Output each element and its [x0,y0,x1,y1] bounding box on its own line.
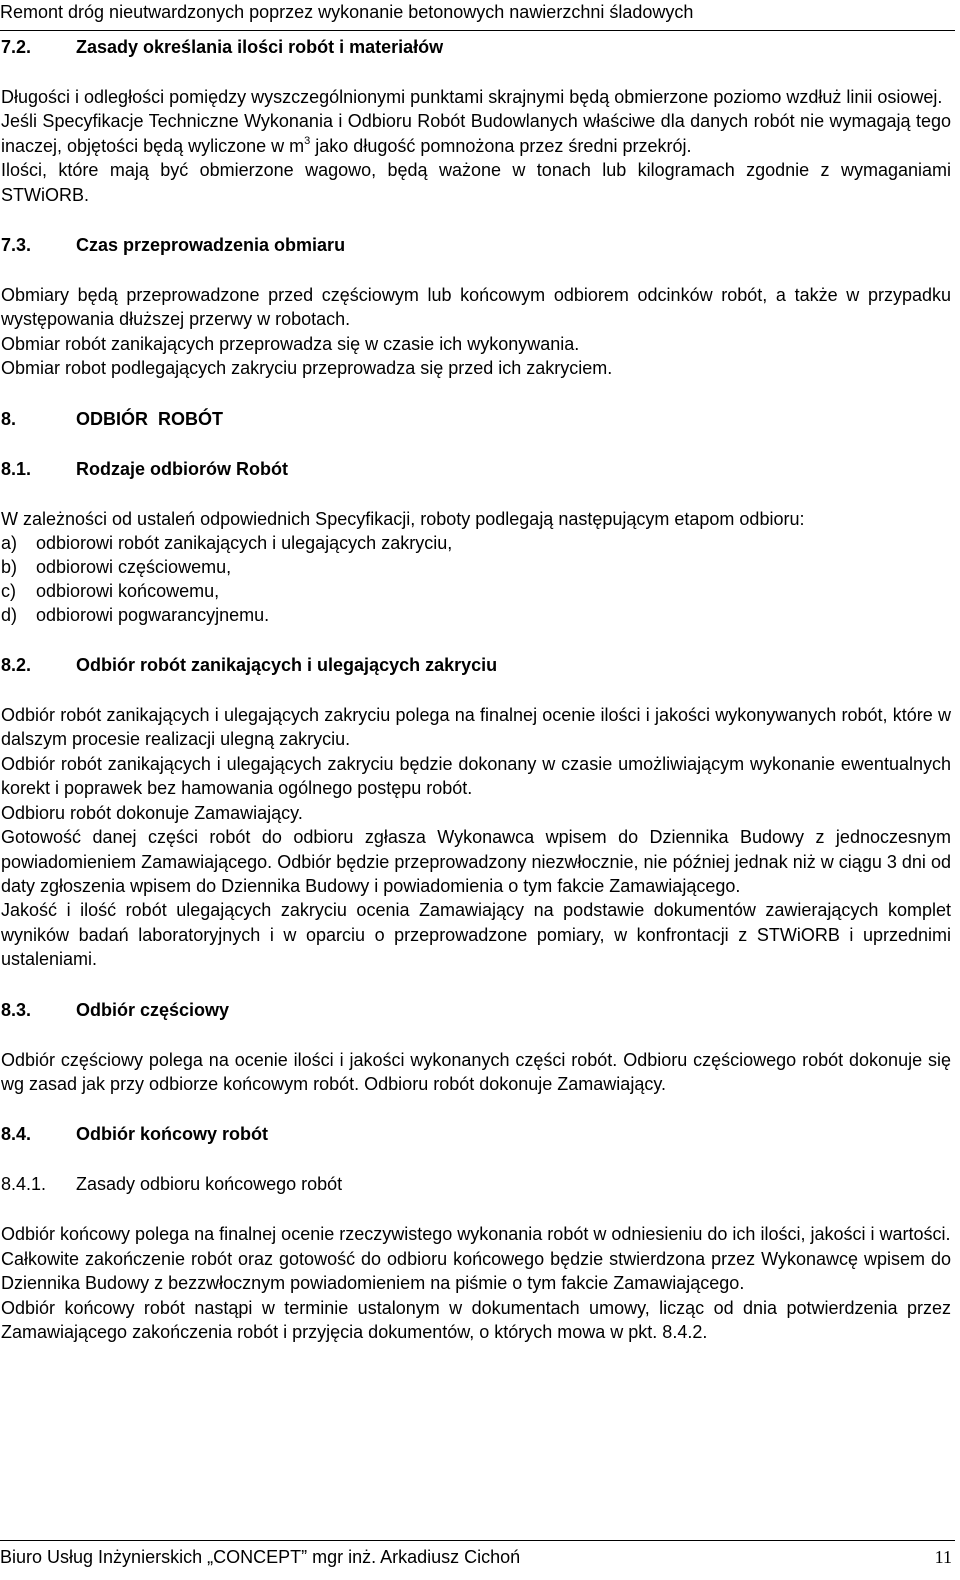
header-title: Remont dróg nieutwardzonych poprzez wykonanie betonowych nawierzchni śladowych [0,2,694,22]
paragraph: Długości i odległości pomiędzy wyszczególnionymi punktami skrajnymi będą obmierzone poziomo wzdłuż linii osiowej. [1,87,943,107]
paragraph: Obmiar robot podlegających zakryciu przeprowadza się przed ich zakryciem. [1,358,613,379]
section-title: ODBIÓR ROBÓT [76,408,223,429]
section-number: 7.3. [1,235,32,256]
section-title: Odbiór końcowy robót [76,1124,268,1145]
list-letter: b) [1,557,18,578]
list-letter: d) [1,605,18,626]
section-8-1-heading [1,457,951,481]
paragraph: Odbiór częściowy polega na ocenie ilości i jakości wykonanych części robót. Odbioru częściowego robót dokonuje się wg zasad jak przy odbiorze końcowym robót. Odbioru robót dokonuje Zamawiający. [1,1049,951,1094]
section-title: Odbiór robót zanikających i ulegających zakryciu [76,655,498,676]
section-title: Czas przeprowadzenia obmiaru [76,235,346,256]
section-7-3-heading [1,233,951,257]
footer-company: Biuro Usług Inżynierskich „CONCEPT” mgr inż. Arkadiusz Cichoń [0,1547,521,1567]
section-8-4-1-heading [1,1172,951,1196]
list-letter: c) [1,581,16,602]
paragraph: Ilości, które mają być obmierzone wagowo, będą ważone w tonach lub kilogramach zgodnie z wymaganiami STWiORB. [1,160,951,205]
section-8-3-heading [1,998,951,1022]
section-number: 7.2. [1,37,32,57]
paragraph: Odbioru robót dokonuje Zamawiający. [1,802,303,823]
section-8-4-heading [1,1122,951,1146]
odbior-types-list [1,531,951,627]
list-item [1,603,951,627]
paragraph-text: Jeśli Specyfikacje Techniczne Wykonania i Odbioru Robót Budowlanych właściwe dla danych robót nie wymagają tego inaczej, objętości będą wyliczone w m [1,111,951,156]
paragraph: Odbiór końcowy polega na finalnej ocenie rzeczywistego wykonania robót w odniesieniu do ich ilości, jakości i wartości. [1,1224,951,1245]
list-item-text: odbiorowi końcowemu, [36,581,220,602]
page-footer [0,1540,955,1569]
list-letter: a) [1,533,18,554]
list-item [1,531,951,555]
paragraph: Całkowite zakończenie robót oraz gotowość do odbioru końcowego będzie stwierdzona przez Wykonawcę wpisem do Dziennika Budowy z bezzwłocznym powiadomieniem na piśmie o tym fakcie Zamawiającego. [1,1248,951,1294]
paragraph: Odbiór robót zanikających i ulegających zakryciu będzie dokonany w czasie umożliwiającym wykonanie ewentualnych korekt i poprawek bez hamowania ogólnego postępu robót. [1,753,951,799]
page-content [1,31,951,1344]
paragraph: Jakość i ilość robót ulegających zakryciu ocenia Zamawiający na podstawie dokumentów zawierających komplet wyników badań laboratoryjnych i w oparciu o przeprowadzone pomiary, w konfrontacji z STWiORB i uprzednimi ustaleniami. [1,900,951,970]
paragraph: W zależności od ustaleń odpowiednich Specyfikacji, roboty podlegają następującym etapom odbioru: [1,508,805,529]
section-number: 8.1. [1,458,32,479]
paragraph: Odbiór robót zanikających i ulegających zakryciu polega na finalnej ocenie ilości i jakości wykonywanych robót, które w dalszym procesie realizacji ulegną zakryciu. [1,705,951,750]
section-8-2-heading [1,653,951,677]
page-header [0,0,955,31]
list-item-text: odbiorowi częściowemu, [36,557,232,578]
list-item-text: odbiorowi pogwarancyjnemu. [36,605,270,626]
list-item-text: odbiorowi robót zanikających i ulegających zakryciu, [36,533,453,554]
section-title: Rodzaje odbiorów Robót [76,458,288,479]
paragraph: Obmiary będą przeprowadzone przed częściowym lub końcowym odbiorem odcinków robót, a także w przypadku występowania dłuższej przerwy w robotach. [1,285,951,330]
paragraph: Gotowość danej części robót do odbioru zgłasza Wykonawca wpisem do Dziennika Budowy z jednoczesnym powiadomieniem Zamawiającego. Odbiór będzie przeprowadzony niezwłocznie, nie później jednak niż w ciągu 3 dni od daty zgłoszenia wpisem do Dziennika Budowy i powiadomienia o tym fakcie Zamawiającego. [1,827,951,896]
paragraph-text: jako długość pomnożona przez średni przekrój. [310,135,692,156]
section-title: Odbiór częściowy [76,999,230,1020]
superscript: 3 [304,134,311,147]
paragraph: Obmiar robót zanikających przeprowadza się w czasie ich wykonywania. [1,333,580,354]
section-number: 8.2. [1,655,32,676]
section-title: Zasady odbioru końcowego robót [76,1174,343,1195]
paragraph: Odbiór końcowy robót nastąpi w terminie ustalonym w dokumentach umowy, licząc od dnia potwierdzenia przez Zamawiającego zakończenia robót i przyjęcia dokumentów, o których mowa w pkt. 8.4.2. [1,1297,951,1342]
section-number: 8.3. [1,999,32,1020]
list-item [1,555,951,579]
paragraph [1,109,951,158]
list-item [1,579,951,603]
section-number: 8. [1,408,17,429]
section-7-2-heading [1,35,951,59]
section-8-heading [1,407,951,431]
section-number: 8.4. [1,1124,32,1145]
section-title: Zasady określania ilości robót i materiałów [76,37,444,57]
section-number: 8.4.1. [1,1174,47,1195]
page-number: 11 [934,1547,952,1567]
